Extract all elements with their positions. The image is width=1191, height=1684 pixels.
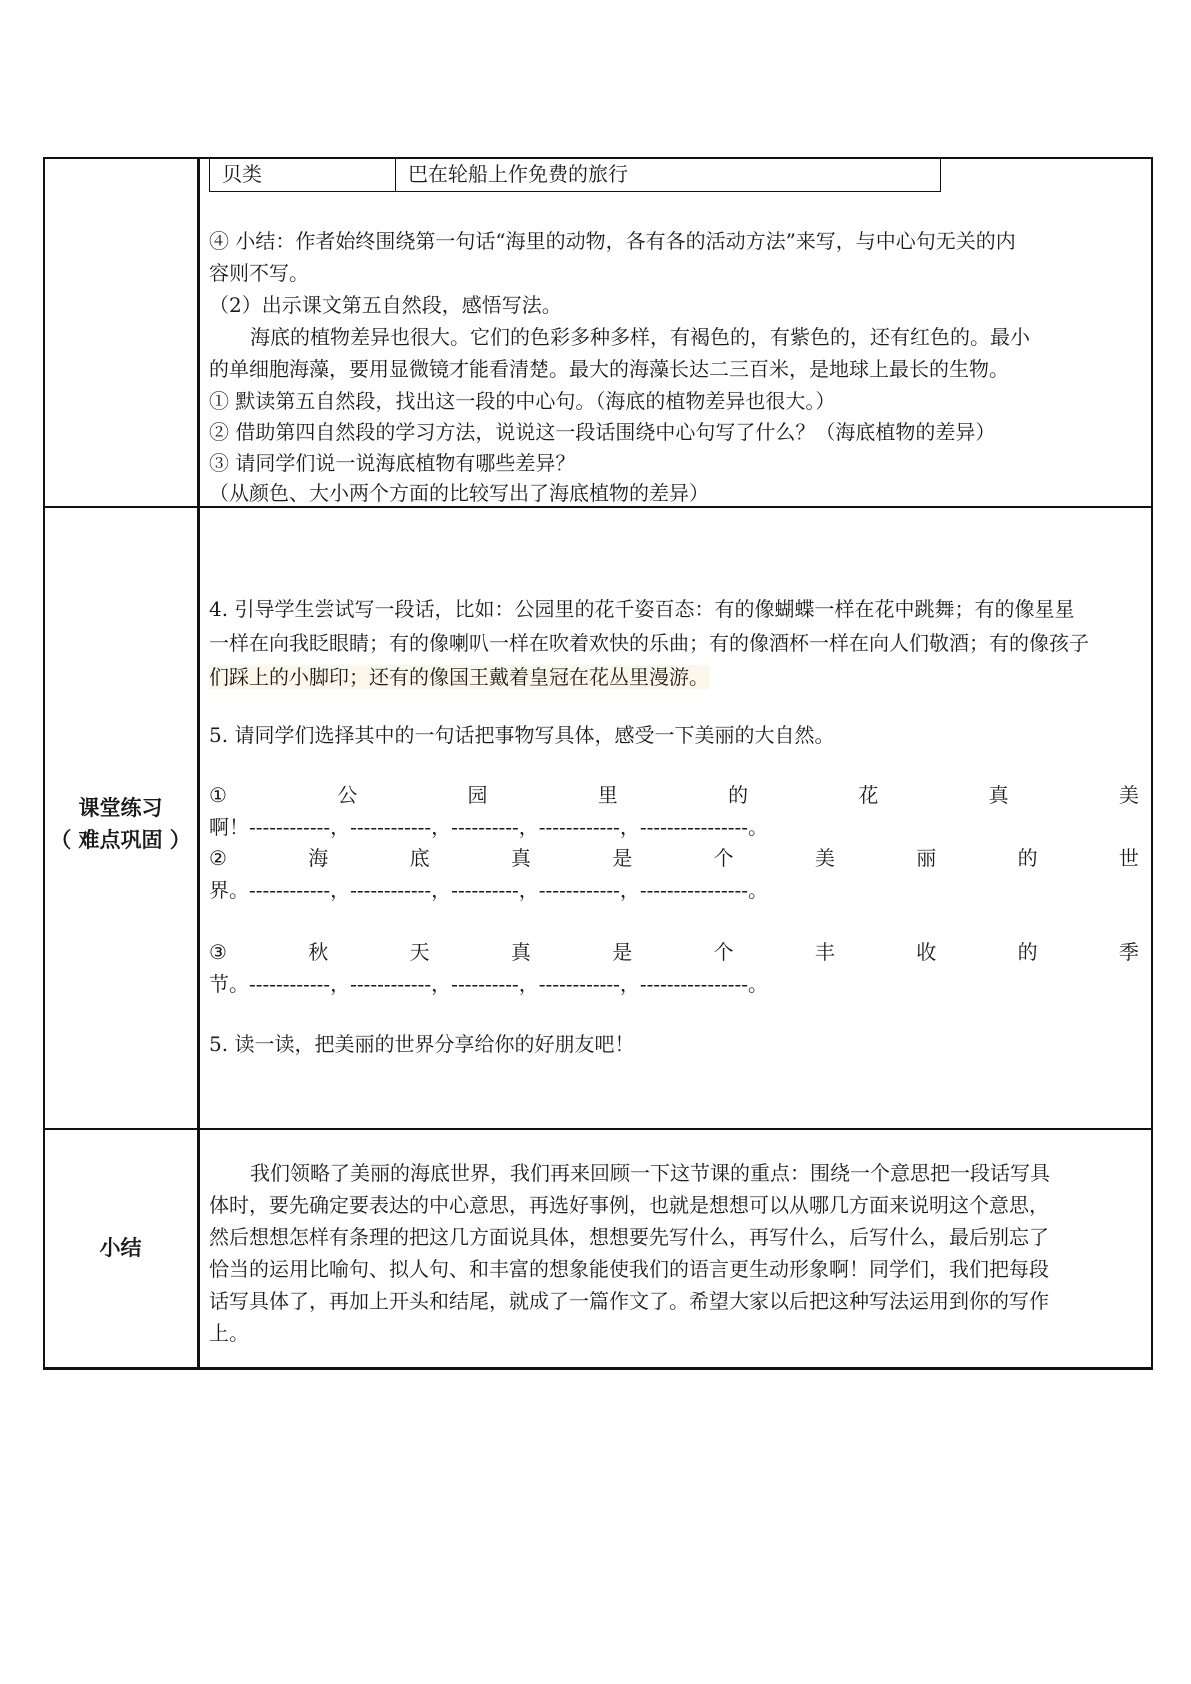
summary-para-line-1: 我们领略了美丽的海底世界，我们再来回顾一下这节课的重点：围绕一个意思把一段话写具 [250,1161,1050,1185]
exercise-3-char: 真 [510,940,531,964]
item-4-line-1: 4. 引导学生尝试写一段话，比如：公园里的花千姿百态：有的像蝴蝶一样在花中跳舞；有的像星星 [209,597,1075,621]
item-5-instruction: 5. 请同学们选择其中的一句话把事物写具体，感受一下美丽的大自然。 [209,723,835,747]
exercise-1-char: 美 [1118,783,1139,807]
paragraph-line-1: 海底的植物差异也很大。它们的色彩多种多样，有褐色的，有紫色的，还有红色的。最小 [250,325,1030,349]
exercise-1-blanks: 啊！------------，------------，----------，------------，----------------。 [209,815,768,839]
exercise-3-char: 的 [1017,940,1038,964]
exercise-3-char: ③ [209,940,227,964]
question-3-answer: （从颜色、大小两个方面的比较写出了海底植物的差异） [209,481,709,505]
exercise-3-char: 是 [612,940,633,964]
table-column-divider [197,157,200,1369]
section-label-summary: 小结 [99,1236,142,1260]
exercise-2-char: 真 [510,846,531,870]
exercise-2-char: ② [209,846,227,870]
animal-movement-table [209,157,941,192]
exercise-3-char: 个 [713,940,734,964]
paragraph-line-2: 的单细胞海藻，要用显微镜才能看清楚。最大的海藻长达二三百米，是地球上最长的生物。 [209,357,1009,381]
exercise-3-char: 丰 [814,940,835,964]
exercise-1-char: ① [209,783,227,807]
exercise-2-char: 美 [814,846,835,870]
exercise-3-char: 天 [409,940,430,964]
table-left-border [43,157,45,1369]
table-cell-category-text: 贝类 [222,162,262,186]
summary-para-line-5: 话写具体了，再加上开头和结尾，就成了一篇作文了。希望大家以后把这种写法运用到你的写作 [209,1289,1049,1313]
item-5-share: 5. 读一读，把美丽的世界分享给你的好朋友吧！ [209,1032,635,1056]
exercise-2-char: 底 [409,846,430,870]
summary-para-line-6: 上。 [209,1321,249,1345]
table-row-divider-2 [43,1128,1153,1130]
exercise-1-char: 真 [988,783,1009,807]
item-4-line-3-text: 们踩上的小脚印；还有的像国王戴着皇冠在花丛里漫游。 [209,665,709,689]
exercise-1-prompt [209,779,1139,811]
summary-line-1: ④ 小结：作者始终围绕第一句话“海里的动物，各有各的活动方法”来写，与中心句无关的内 [209,229,1016,253]
summary-para-line-4: 恰当的运用比喻句、拟人句、和丰富的想象能使我们的语言更生动形象啊！同学们，我们把每段 [209,1257,1049,1281]
exercise-2-char: 个 [713,846,734,870]
summary-para-line-3: 然后想想怎样有条理的把这几方面说具体，想想要先写什么，再写什么，后写什么，最后别忘了 [209,1225,1049,1249]
exercise-1-char: 花 [858,783,879,807]
table-bottom-border [43,1367,1153,1370]
exercise-2-char: 的 [1017,846,1038,870]
practice-label-line-2: （ 难点巩固 ） [50,828,191,852]
exercise-3-char: 收 [916,940,937,964]
question-3: ③ 请同学们说一说海底植物有哪些差异？ [209,451,576,475]
item-4-line-3 [209,661,1139,693]
question-1: ① 默读第五自然段，找出这一段的中心句。（海底的植物差异也很大。） [209,389,836,413]
exercise-2-char: 海 [308,846,329,870]
exercise-1-char: 里 [597,783,618,807]
exercise-2-blanks: 界。------------，------------，----------，------------，----------------。 [209,878,768,902]
exercise-1-char: 的 [728,783,749,807]
exercise-2-char: 丽 [916,846,937,870]
summary-line-2: 容则不写。 [209,261,309,285]
exercise-1-char: 园 [467,783,488,807]
exercise-3-blanks: 节。------------，------------，----------，------------，----------------。 [209,972,768,996]
section-label-practice [43,792,198,856]
step-2-heading: （2）出示课文第五自然段，感悟写法。 [209,293,562,317]
question-2: ② 借助第四自然段的学习方法，说说这一段话围绕中心句写了什么？（海底植物的差异） [209,420,996,444]
summary-para-line-2: 体时，要先确定要表达的中心意思，再选好事例，也就是想想可以从哪几方面来说明这个意思， [209,1193,1049,1217]
table-cell-method-text: 巴在轮船上作免费的旅行 [408,162,628,186]
item-4-line-2: 一样在向我眨眼睛；有的像喇叭一样在吹着欢快的乐曲；有的像酒杯一样在向人们敬酒；有的像孩子 [209,631,1089,655]
exercise-3-char: 秋 [308,940,329,964]
exercise-2-prompt [209,842,1139,874]
exercise-3-prompt [209,936,1139,968]
exercise-3-char: 季 [1118,940,1139,964]
exercise-1-char: 公 [337,783,358,807]
exercise-2-char: 世 [1118,846,1139,870]
exercise-2-char: 是 [612,846,633,870]
practice-label-line-1: 课堂练习 [78,796,163,820]
